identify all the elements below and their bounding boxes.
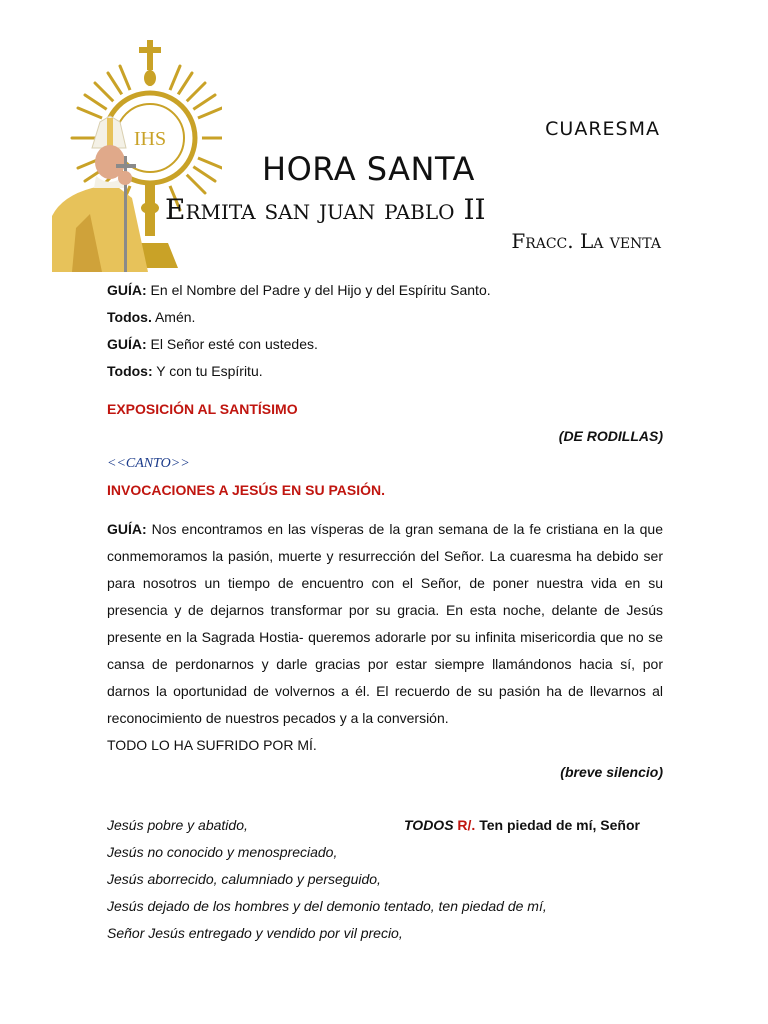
guia-closing: TODO LO HA SUFRIDO POR MÍ. <box>107 737 317 753</box>
guia-paragraph <box>107 516 663 732</box>
dialog-line <box>107 304 663 331</box>
canto-marker: <<CANTO>> <box>107 456 190 471</box>
page-title: HORA SANTA <box>262 150 475 188</box>
season-heading: CUARESMA <box>545 118 660 140</box>
invocation-line: Jesús no conocido y menospreciado, <box>107 844 338 860</box>
invocations-list <box>107 812 663 947</box>
monstrance-logo <box>52 38 222 272</box>
invocation-line: Señor Jesús entregado y vendido por vil precio, <box>107 925 403 941</box>
rubric-silencio: (breve silencio) <box>560 764 663 780</box>
document-body <box>107 277 663 947</box>
speaker-label: GUÍA: <box>107 336 147 352</box>
dialog-text: Y con tu Espíritu. <box>152 363 263 379</box>
dialog-line <box>107 277 663 304</box>
response-line <box>404 812 640 839</box>
invocation-line: Jesús dejado de los hombres y del demonio tentado, ten piedad de mí, <box>107 898 547 914</box>
dialog-text: En el Nombre del Padre y del Hijo y del Espíritu Santo. <box>146 282 491 298</box>
dialog-line <box>107 331 663 358</box>
response-r: R/. <box>457 817 476 833</box>
place-heading: Fracc. La venta <box>511 229 661 253</box>
svg-text:IHS: IHS <box>133 128 167 150</box>
guia-text: Nos encontramos en las vísperas de la gran semana de la fe cristiana en la que conmemoramos la pasión, muerte y resurrección del Señor. La cuaresma ha debido ser para nosotros un tiempo de encuentro con el Señor, de poner nuestra vida en su presencia y de dejarnos transformar por su gracia. En esta noche, delante de Jesús presente en la Sagrada Hostia- queremos adorarle por su infinita misericordia que no se cansa de perdonarnos y darle gracias por estar siempre llamándonos hacia sí, por darnos la oportunidad de volvernos a él. El recuerdo de su pasión ha de llevarnos al reconocimiento de nuestros pecados y a la conversión. <box>107 521 663 726</box>
invocation-line: Jesús aborrecido, calumniado y perseguido, <box>107 871 381 887</box>
response-todos: TODOS <box>404 817 458 833</box>
speaker-label: Todos. <box>107 309 152 325</box>
page-subtitle: Ermita san juan pablo II <box>165 193 486 226</box>
invocation-line: Jesús pobre y abatido, <box>107 817 248 833</box>
section-heading-exposicion: EXPOSICIÓN AL SANTÍSIMO <box>107 401 298 417</box>
speaker-label: GUÍA: <box>107 521 147 537</box>
speaker-label: GUÍA: <box>107 282 147 298</box>
speaker-label: Todos: <box>107 363 153 379</box>
response-text: Ten piedad de mí, Señor <box>475 817 640 833</box>
cross-icon <box>139 40 161 86</box>
rubric-de-rodillas: (DE RODILLAS) <box>558 428 663 444</box>
dialog-line <box>107 358 663 385</box>
dialog-text: El Señor esté con ustedes. <box>146 336 318 352</box>
section-heading-invocaciones: INVOCACIONES A JESÚS EN SU PASIÓN. <box>107 482 385 498</box>
dialog-text: Amén. <box>151 309 196 325</box>
